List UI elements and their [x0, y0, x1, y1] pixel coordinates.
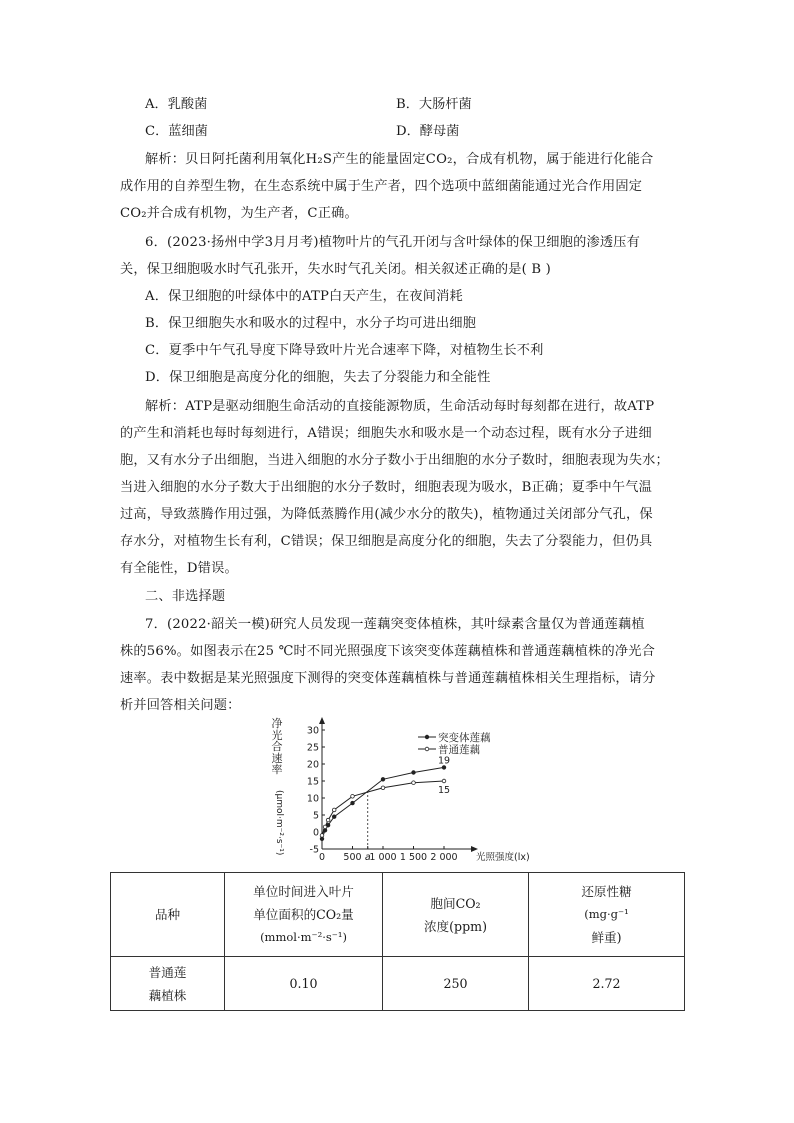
y-tick-label: 0 [312, 827, 319, 839]
header-line: 还原性糖 [581, 884, 632, 899]
x-tick-label: 0 [318, 852, 326, 863]
legend-label: 突变体莲藕 [438, 732, 491, 744]
q5-analysis-line: 成作用的自养型生物，在生态系统中属于生产者，四个选项中蓝细菌能通过光合作用固定 [120, 179, 643, 194]
q7-stem-line: 株的56%。如图表示在25 ℃时不同光照强度下该突变体莲藕植株和普通莲藕植株的净光合 [120, 644, 655, 659]
x-axis-label: 光照强度(lx) [476, 852, 530, 863]
q6-analysis-line: 过高，导致蒸腾作用过强，为降低蒸腾作用(减少水分的散失)，植物通过关闭部分气孔，保 [120, 507, 653, 522]
q5-analysis-line: 解析：贝日阿托菌利用氧化H₂S产生的能量固定CO₂，合成有机物，属于能进行化能合 [145, 152, 654, 167]
table-header-cell: 品种 [111, 873, 225, 957]
x-tick-label: a [364, 852, 371, 863]
x-tick-label: 2 000 [430, 852, 458, 863]
y-tick-label: -5 [309, 844, 319, 856]
table-header-cell [225, 873, 383, 957]
q6-option-c: C．夏季中午气孔导度下降导致叶片光合速率下降，对植物生长不利 [145, 343, 544, 358]
data-point [351, 795, 355, 799]
q6-analysis-line: 解析：ATP是驱动细胞生命活动的直接能源物质，生命活动每时每刻都在进行，故ATP [145, 399, 655, 414]
table-cell: 2.72 [529, 957, 685, 1011]
data-point [323, 825, 327, 829]
table-cell: 0.10 [225, 957, 383, 1011]
q6-analysis-line: 胞，又有水分子出细胞，当进入细胞的水分子数小于出细胞的水分子数时，细胞表现为失水； [120, 453, 669, 468]
header-line: 浓度(ppm) [423, 918, 488, 934]
table-header-cell [383, 873, 529, 957]
header-line: 单位面积的CO₂量 [253, 907, 354, 922]
header-line: 单位时间进入叶片 [253, 884, 354, 899]
chart-y-unit: (μmol·m⁻²·s⁻¹) [274, 790, 284, 856]
x-tick-label: 1 000 [369, 852, 397, 863]
table-cell: 250 [383, 957, 529, 1011]
q6-analysis-line: 的产生和消耗也每时每刻进行，A错误；细胞失水和吸水是一个动态过程，既有水分子进细 [120, 426, 652, 441]
q7-stem-line: 速率。表中数据是某光照强度下测得的突变体莲藕植株与普通莲藕植株相关生理指标，请分 [120, 671, 656, 686]
table-header-cell [529, 873, 685, 957]
data-point [332, 815, 336, 819]
data-point [326, 818, 330, 822]
x-tick-label: 1 500 [399, 852, 428, 863]
chart-svg [270, 716, 530, 864]
q7-stem-line: 析并回答相关问题： [120, 698, 241, 713]
cell-line: 藕植株 [148, 987, 187, 1003]
chart-y-label-text: 净 光 合 速 率 [271, 717, 283, 776]
section-heading: 二、非选择题 [145, 589, 226, 604]
end-value-label: 19 [437, 755, 451, 767]
q5-option-d: D．酵母菌 [396, 124, 460, 139]
net-photosynthesis-chart [270, 716, 530, 864]
data-point [412, 781, 416, 785]
y-tick-label: 30 [306, 725, 319, 737]
q6-option-d: D．保卫细胞是高度分化的细胞，失去了分裂能力和全能性 [145, 370, 491, 385]
q6-analysis-line: 存水分，对植物生长有利，C错误；保卫细胞是高度分化的细胞，失去了分裂能力，但仍具 [120, 534, 653, 549]
end-value-label: 15 [437, 785, 451, 796]
header-line: 鲜重) [591, 930, 622, 945]
data-point [381, 786, 385, 790]
y-axis-arrow [319, 717, 325, 724]
q6-option-b: B．保卫细胞失水和吸水的过程中，水分子均可进出细胞 [145, 316, 477, 331]
cell-line: 普通莲 [148, 964, 187, 980]
data-point [381, 778, 385, 782]
legend-label: 普通莲藕 [438, 744, 480, 756]
y-tick-label: 25 [306, 742, 319, 754]
q5-option-c: C．蓝细菌 [145, 124, 208, 139]
x-tick-label: 500 [343, 852, 362, 863]
q5-option-b: B．大肠杆菌 [396, 97, 472, 112]
q6-analysis-line: 当进入细胞的水分子数大于出细胞的水分子数时，细胞表现为吸水，B正确；夏季中午气温 [120, 480, 652, 495]
q6-stem-line: 关，保卫细胞吸水时气孔张开，失水时气孔关闭。相关叙述正确的是( B ) [120, 262, 551, 277]
legend-marker [425, 747, 429, 751]
y-tick-label: 10 [306, 793, 319, 805]
header-line: 胞间CO₂ [430, 895, 481, 911]
data-point [412, 771, 416, 775]
data-point [320, 834, 324, 838]
physiology-table [110, 872, 685, 1011]
table-cell [111, 957, 225, 1011]
q6-stem-line: 6．(2023·扬州中学3月月考)植物叶片的气孔开闭与含叶绿体的保卫细胞的渗透压有 [145, 235, 641, 250]
header-line: (mmol·m⁻²·s⁻¹) [260, 930, 347, 944]
chart-y-label [270, 718, 284, 776]
data-point [442, 779, 446, 783]
header-line: (mg·g⁻¹ [584, 907, 629, 921]
table-row [111, 957, 685, 1011]
q6-analysis-line: 有全能性，D错误。 [120, 561, 238, 576]
y-tick-label: 5 [312, 810, 319, 822]
table-header-row [111, 873, 685, 957]
y-tick-label: 20 [306, 759, 319, 771]
y-tick-label: 15 [306, 776, 319, 788]
data-point [351, 801, 355, 805]
data-point [332, 808, 336, 812]
q5-analysis-line: CO₂并合成有机物，为生产者，C正确。 [120, 206, 358, 221]
q5-option-a: A．乳酸菌 [145, 97, 208, 112]
q7-stem-line: 7．(2022·韶关一模)研究人员发现一莲藕突变体植株，其叶绿素含量仅为普通莲藕植 [145, 617, 645, 632]
legend-marker [425, 735, 429, 739]
q6-option-a: A．保卫细胞的叶绿体中的ATP白天产生，在夜间消耗 [145, 289, 463, 304]
